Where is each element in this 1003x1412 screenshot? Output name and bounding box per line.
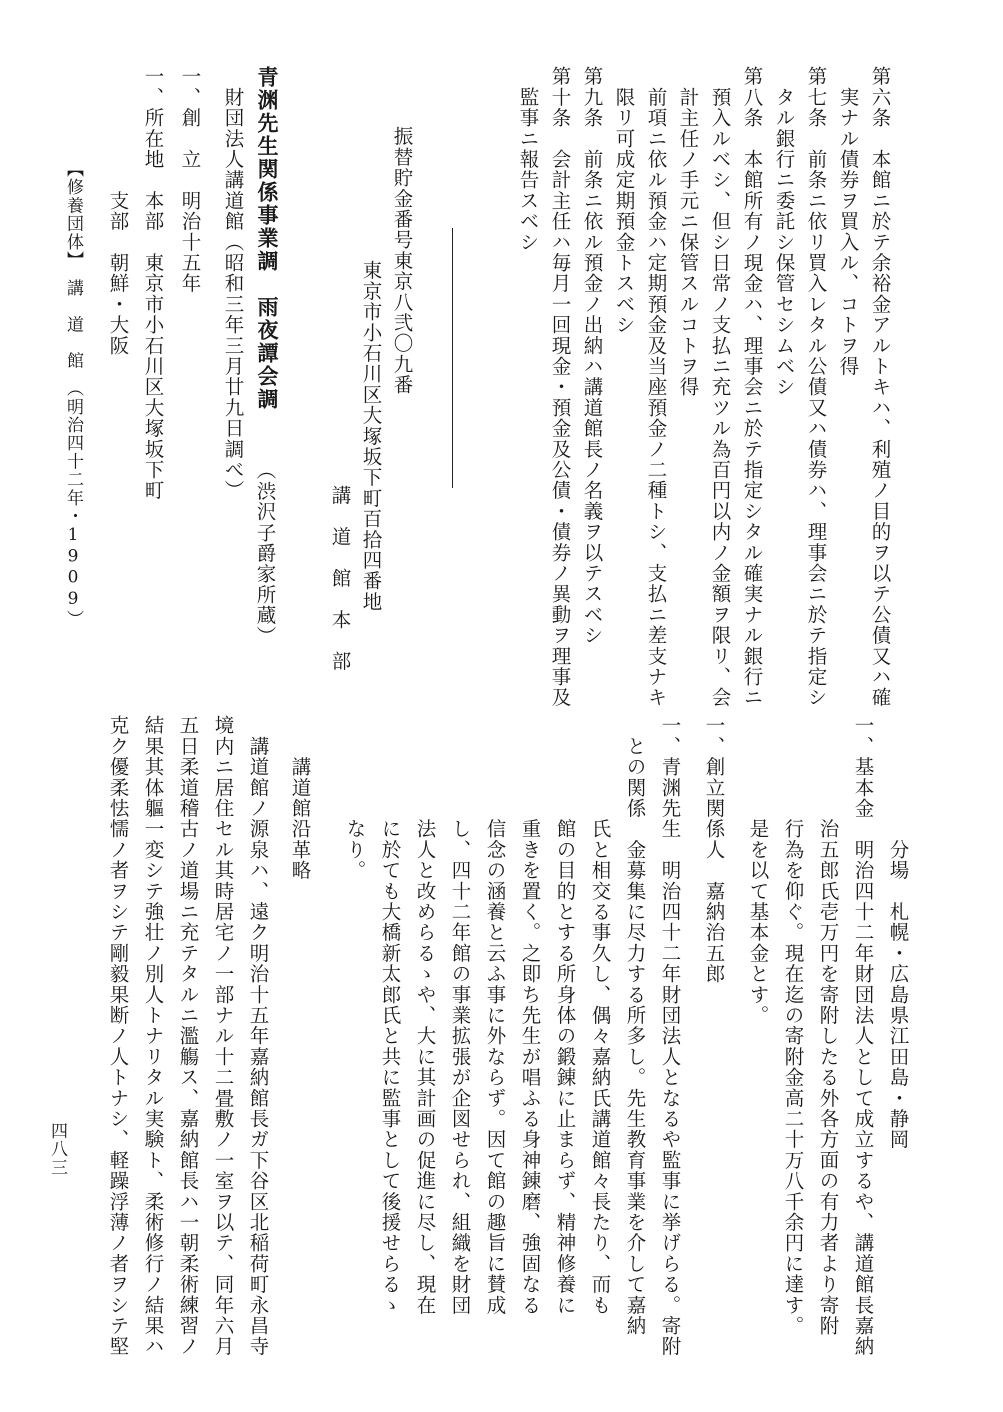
bottom-col-13: し、四十二年館の事業拡張が企図せられ、組織を財団 <box>448 715 472 1316</box>
survey-source: （渋沢子爵家所蔵） <box>253 460 277 647</box>
article-10-line-2: 監事ニ報告スベシ <box>516 66 540 253</box>
location-row: 一、所在地 本部 東京市小石川区大塚坂下町 <box>141 66 165 501</box>
history-col-5: 克ク優柔怯懦ノ者ヲシテ剛毅果断ノ人トナシ、軽躁浮薄ノ者ヲシテ堅 <box>106 715 130 1357</box>
category-footer: 【修養団体】 講 道 館 （明治四十二年・1909） <box>63 160 83 629</box>
bottom-col-4: 行為を仰ぐ。現在迄の寄附金高二十万八千余円に達す。 <box>781 715 805 1336</box>
postal-address: 東京市小石川区大塚坂下町百拾四番地 <box>359 260 383 612</box>
bottom-col-1: 分場 札幌・広島県江田島・静岡 <box>886 715 910 1150</box>
history-col-3: 五日柔道稽古ノ道場ニ充テタルニ濫觴ス、嘉納館長ハ一朝柔術練習ノ <box>176 715 200 1357</box>
bottom-col-16: なり。 <box>343 715 367 881</box>
bottom-col-2: 一、基本金 明治四十二年財団法人として成立するや、講道館長嘉納 <box>851 715 875 1357</box>
history-col-2: 境内ニ居住セル其時居宅ノ一部ナル十二畳敷ノ一室ヲ以テ、同年六月 <box>211 715 235 1357</box>
survey-entity: 財団法人講道館（昭和三年三月廿九日調べ） <box>221 66 245 501</box>
founded-row: 一、創 立 明治十五年 <box>178 66 202 294</box>
history-heading: 講道館沿革略 <box>288 715 312 881</box>
bottom-col-10: 館の目的とする所身体の鍛錬に止まらず、精神修養に <box>553 715 577 1316</box>
bottom-col-7: 一、青渊先生 明治四十二年財団法人となるや監事に挙げらる。寄附 <box>658 715 682 1357</box>
bottom-col-14: 法人と改めらるゝや、大に其計画の促進に尽し、現在 <box>413 715 437 1316</box>
survey-title: 青渊先生関係事業調 雨夜譚会調 <box>255 66 280 411</box>
article-8-line-3: 計主任ノ手元ニ保管スルコトヲ得 <box>676 66 700 398</box>
bottom-col-12: 信念の涵養と云ふ事に外ならず。因て館の趣旨に賛成 <box>483 715 507 1316</box>
bottom-col-6: 一、創立関係人 嘉納治五郎 <box>702 715 726 985</box>
article-6-line-2: 実ナル債券ヲ買入ル、コトヲ得 <box>836 66 860 377</box>
history-col-4: 結果其体軀一変シテ強壮ノ別人トナリタル実験ト、柔術修行ノ結果ハ <box>141 715 165 1357</box>
bottom-col-5: 是を以て基本金とす。 <box>746 715 770 1026</box>
divider-line <box>452 228 453 488</box>
bottom-col-11: 重きを置く。之即ち先生が唱ふる身神錬磨、強固なる <box>518 715 542 1316</box>
article-7-line-1: 第七条 前条ニ依リ買入レタル公債又ハ債券ハ、理事会ニ於テ指定シ <box>804 66 828 708</box>
page-number: 四八三 <box>47 1122 67 1177</box>
article-8-line-2: 預入ルベシ、但シ日常ノ支払ニ充ツル為百円以内ノ金額ヲ限リ、会 <box>708 66 732 708</box>
article-8-line-1: 第八条 本館所有ノ現金ハ、理事会ニ於テ指定シタル確実ナル銀行ニ <box>740 66 764 708</box>
article-8-line-4: 前項ニ依ル預金ハ定期預金及当座預金ノ二種トシ、支払ニ差支ナキ <box>644 66 668 708</box>
article-7-line-2: タル銀行ニ委託シ保管セシムベシ <box>772 66 796 398</box>
history-col-1: 講道館ノ源泉ハ、遠ク明治十五年嘉納館長ガ下谷区北稲荷町永昌寺 <box>246 715 270 1357</box>
branch-row: 支部 朝鮮・大阪 <box>106 66 130 356</box>
postal-account: 振替貯金番号東京八弐〇九番 <box>390 126 414 396</box>
bottom-col-8: との関係 金募集に尽力する所多し。先生教育事業を介して嘉納 <box>623 715 647 1336</box>
bottom-col-9: 氏と相交る事久し、偶々嘉納氏講道館々長たり、而も <box>588 715 612 1316</box>
article-6-line-1: 第六条 本館ニ於テ余裕金アルトキハ、利殖ノ目的ヲ以テ公債又ハ確 <box>868 66 892 708</box>
postal-org: 講 道 館 本 部 <box>328 485 352 672</box>
bottom-col-15: に於ても大橋新太郎氏と共に監事として後援せらるゝ <box>378 715 402 1316</box>
article-9: 第九条 前条ニ依ル預金ノ出納ハ講道館長ノ名義ヲ以テスベシ <box>580 66 604 646</box>
article-8-line-5: 限リ可成定期預金トスベシ <box>612 66 636 336</box>
bottom-col-3: 治五郎氏壱万円を寄附したる外各方面の有力者より寄附 <box>816 715 840 1336</box>
article-10-line-1: 第十条 会計主任ハ毎月一回現金・預金及公債・債券ノ異動ヲ理事及 <box>548 66 572 708</box>
